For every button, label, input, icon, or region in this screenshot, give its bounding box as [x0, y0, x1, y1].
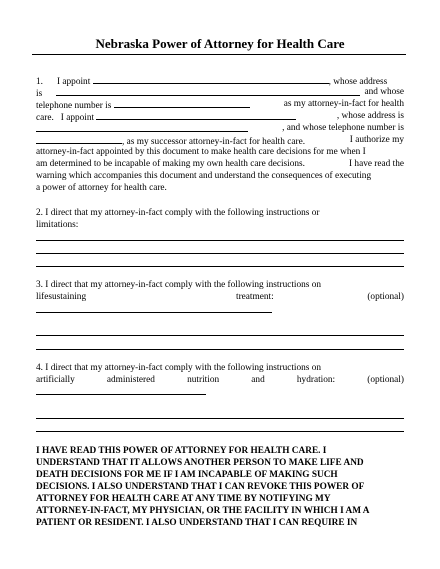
is-label: is — [36, 89, 43, 99]
section-3-line-2 — [36, 291, 404, 304]
care-label: care. — [36, 113, 54, 123]
section-1-line-9: warning which accompanies this document and understand the consequences of executing — [36, 171, 372, 181]
section-4-line-1: 4. I direct that my attorney-in-fact comply with the following instructions on — [36, 363, 322, 373]
statement-line: ATTORNEY-IN-FACT, MY PHYSICIAN, OR THE FACILITY IN WHICH I AM A — [36, 506, 370, 516]
section-3-blank-line[interactable] — [36, 335, 404, 336]
section-2-line-1: 2. I direct that my attorney-in-fact comply with the following instructions or — [36, 208, 320, 218]
section-2-line-2: limitations: — [36, 220, 79, 230]
artificially-word: artificially — [36, 375, 75, 385]
section-1-line-7: attorney-in-fact appointed by this document to make health care decisions for me when I — [36, 147, 366, 157]
section-4-blank-line[interactable] — [36, 418, 404, 419]
section-2-blank-line[interactable] — [36, 240, 404, 241]
administered-word: administered — [106, 375, 155, 385]
successor-label: , as my successor attorney-in-fact for health care. — [122, 137, 306, 147]
optional-label: (optional) — [367, 375, 404, 385]
successor-address-field[interactable] — [36, 122, 248, 132]
successor-phone-field[interactable] — [36, 134, 122, 144]
title-divider — [32, 54, 406, 55]
hydration-word: hydration: — [296, 375, 336, 385]
statement-line: ATTORNEY FOR HEALTH CARE AT ANY TIME BY NOTIFYING MY — [36, 494, 331, 504]
section-2-blank-line[interactable] — [36, 253, 404, 254]
telephone-label: telephone number is — [36, 101, 112, 111]
document-title: Nebraska Power of Attorney for Health Care — [95, 36, 345, 51]
agent-address-field[interactable] — [56, 86, 360, 96]
section-3-blank-line[interactable] — [36, 312, 272, 313]
section-4-line-2 — [36, 374, 404, 387]
whose-address-label: , whose address — [328, 77, 388, 87]
agent-name-field[interactable] — [93, 74, 329, 84]
attorney-in-fact-label: as my attorney-in-fact for health — [283, 99, 404, 109]
lifesustaining-label: lifesustaining — [36, 292, 87, 302]
agent-phone-field[interactable] — [114, 98, 250, 108]
section-4-blank-line[interactable] — [36, 431, 404, 432]
successor-address-label: , whose address is — [336, 111, 404, 121]
statement-line: UNDERSTAND THAT IT ALLOWS ANOTHER PERSON TO MAKE LIFE AND — [36, 458, 364, 468]
successor-name-field[interactable] — [96, 110, 296, 120]
have-read-text: I have read the — [349, 159, 404, 169]
treatment-label: treatment: — [236, 292, 274, 302]
incapable-text: am determined to be incapable of making my own health care decisions. — [36, 159, 306, 169]
and-word: and — [251, 375, 265, 385]
statement-line: DECISIONS. I ALSO UNDERSTAND THAT I CAN REVOKE THIS POWER OF — [36, 482, 365, 492]
authorize-label: I authorize my — [349, 135, 404, 145]
statement-line: PATIENT OR RESIDENT. I ALSO UNDERSTAND THAT I CAN REQUIRE IN — [36, 518, 358, 528]
section-3-blank-line[interactable] — [36, 349, 404, 350]
appoint-successor-label: I appoint — [60, 113, 95, 123]
section-3-line-1: 3. I direct that my attorney-in-fact comply with the following instructions on — [36, 280, 322, 290]
statement-line: I HAVE READ THIS POWER OF ATTORNEY FOR HEALTH CARE. I — [36, 446, 327, 456]
section-1-number: 1. — [36, 77, 43, 87]
and-whose-label: and whose — [364, 87, 404, 97]
optional-label: (optional) — [367, 292, 404, 302]
statement-line: DEATH DECISIONS FOR ME IF I AM INCAPABLE OF MAKING SUCH — [36, 470, 338, 480]
successor-phone-label: , and whose telephone number is — [282, 123, 404, 133]
nutrition-word: nutrition — [187, 375, 220, 385]
appoint-label: I appoint — [56, 77, 91, 87]
section-2-blank-line[interactable] — [36, 266, 404, 267]
section-4-blank-line[interactable] — [36, 394, 206, 395]
section-1-line-10: a power of attorney for health care. — [36, 183, 167, 193]
